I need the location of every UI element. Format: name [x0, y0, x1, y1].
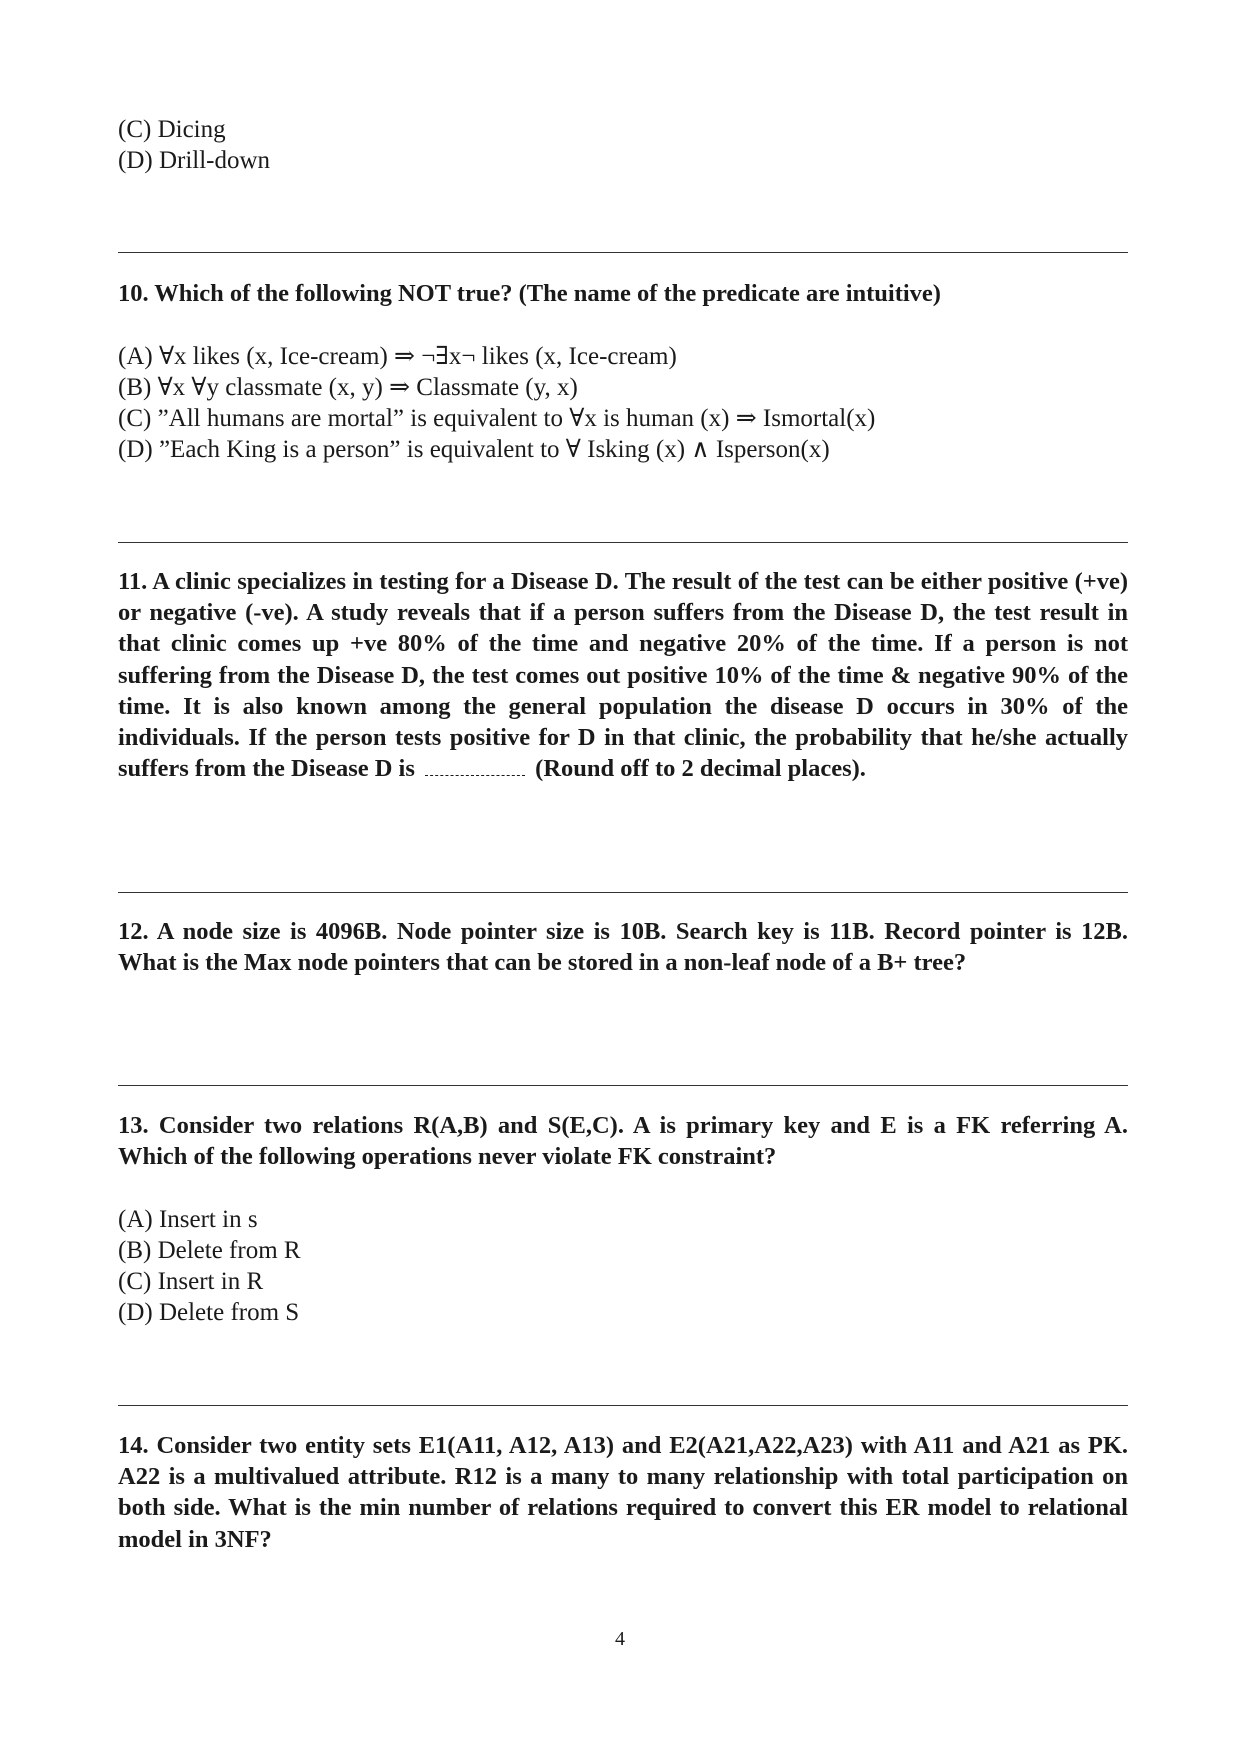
q13-text: 13. Consider two relations R(A,B) and S(E,C). A is primary key and E is a FK referring A. Which of the following operations never violate FK constraint?: [118, 1112, 1128, 1171]
q10-text: 10. Which of the following NOT true? (The name of the predicate are intuitive): [118, 280, 941, 307]
q9-option-d: (D) Drill-down: [118, 147, 271, 174]
q13-option-a: (A) Insert in s: [118, 1206, 258, 1233]
q11-text-rounding: (Round off to 2 decimal places).: [535, 755, 866, 783]
divider-1: [118, 252, 1128, 253]
q13-option-c: (C) Insert in R: [118, 1268, 264, 1295]
divider-3: [118, 892, 1128, 893]
answer-blank: [425, 757, 525, 776]
q10-option-d: (D) ”Each King is a person” is equivalent to ∀ Isking (x) ∧ Isperson(x): [118, 436, 830, 463]
q12-text: 12. A node size is 4096B. Node pointer size is 10B. Search key is 11B. Record pointer is 12B. What is the Max node pointers that can be stored in a non-leaf node of a B+ tree?: [118, 918, 1128, 977]
q9-options-continued: [118, 114, 1128, 176]
q13-option-b: (B) Delete from R: [118, 1237, 301, 1264]
q11-text: [118, 566, 1128, 784]
q13-options: [118, 1204, 1128, 1328]
divider-4: [118, 1085, 1128, 1086]
q11-text-main: 11. A clinic specializes in testing for a Disease D. The result of the test can be either positive (+ve) or negative (-ve). A study reveals that if a person suffers from the Disease D, the test result in that clinic comes up +ve 80% of the time and negative 20% of the time. If a person is not suffering from the Disease D, the test comes out positive 10% of the time & negative 90% of the time. It is also known among the general population the disease D occurs in 30% of the individuals. If the person tests positive for D in that clinic, the probability that he/she actually suffers from the Disease D is: [118, 568, 1128, 783]
page-number: 4: [615, 1628, 625, 1650]
q13-option-d: (D) Delete from S: [118, 1299, 300, 1326]
q9-option-c: (C) Dicing: [118, 116, 226, 143]
q14-text: 14. Consider two entity sets E1(A11, A12, A13) and E2(A21,A22,A23) with A11 and A21 as PK. A22 is a multivalued attribute. R12 is a many to many relationship with total participation on both side. What is the min number of relations required to convert this ER model to relational model in 3NF?: [118, 1432, 1128, 1553]
divider-5: [118, 1405, 1128, 1406]
q10-option-a: (A) ∀x likes (x, Ice-cream) ⇒ ¬∃x¬ likes (x, Ice-cream): [118, 343, 677, 370]
q10-option-b: (B) ∀x ∀y classmate (x, y) ⇒ Classmate (y, x): [118, 374, 578, 401]
q10-option-c: (C) ”All humans are mortal” is equivalent to ∀x is human (x) ⇒ Ismortal(x): [118, 405, 876, 432]
divider-2: [118, 542, 1128, 543]
q10-options: [118, 341, 1128, 465]
